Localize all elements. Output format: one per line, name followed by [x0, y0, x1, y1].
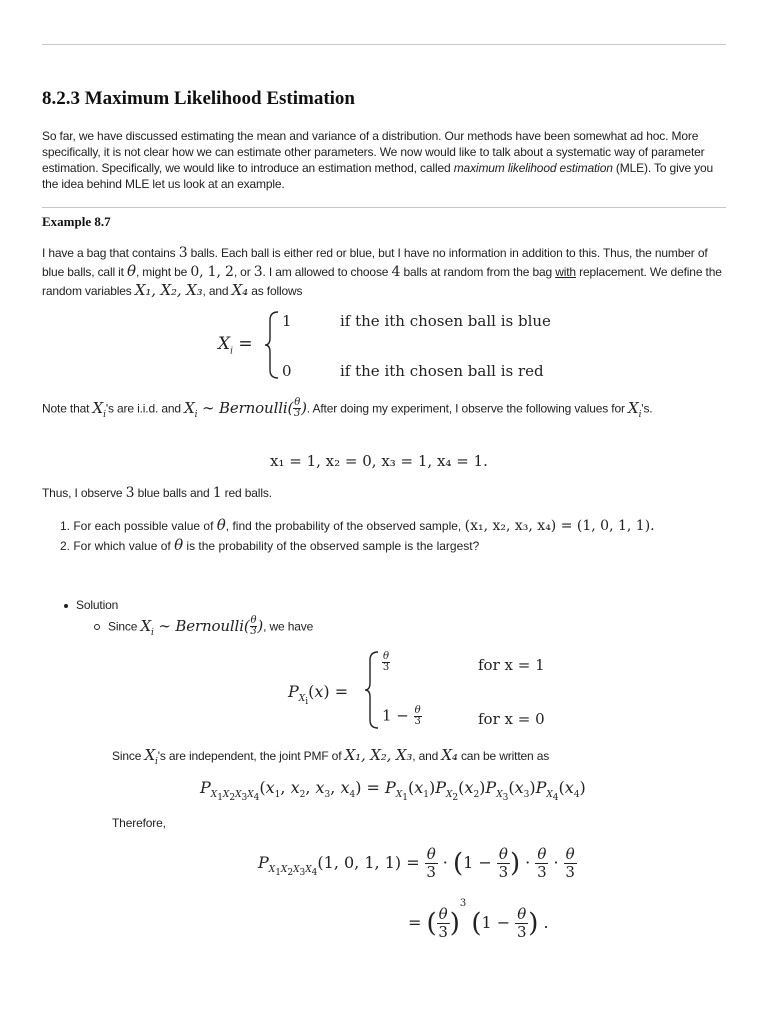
likelihood-line-1: $P_{X_1X_2X_3X_4}(1$, 0, 1, 1) = $\frac{\theta}{3}$ · (1 − $\frac{\theta}{3}$ ) · $\frac{\theta}{3}$ · $\frac{\theta}{3}$ — [258, 845, 575, 881]
note-paragraph: Note that $X_i's$ are i.i.d. and $X_i$ ∼ Bernoulli( $\frac{\theta}{3}$ ). After doing my experiment, I observe the following values for $X_i's$. — [42, 397, 653, 420]
intro-text-end: (MLE). To give you the idea behind MLE let us look at an example. — [42, 161, 714, 191]
intro-emphasis: maximum likelihood estimation — [453, 161, 613, 175]
pmf-case2-cond: for x = 0 — [478, 710, 545, 728]
example-divider — [42, 207, 726, 208]
observe-paragraph: Thus, I observe 3 blue balls and 1 red balls. — [42, 485, 272, 501]
cases-brace — [264, 310, 280, 380]
case2-value: 0 — [282, 362, 292, 380]
xi-lhs: $X_i$ = — [218, 334, 253, 357]
independence-text: Since $X_i's$ are independent, the joint PMF of X₁, X₂, X₃, and X₄ can be written as — [112, 746, 550, 767]
observed-values: x₁ = 1, x₂ = 0, x₃ = 1, x₄ = 1. — [270, 452, 488, 470]
therefore-text: Therefore, — [112, 816, 166, 830]
list-item: 1. For each possible value of θ, find the probability of the observed sample, (x₁, x₂, x₃, x₄) = (1, 0, 1, 1). — [60, 516, 655, 534]
intro-text: So far, we have discussed estimating the mean and variance of a distribution. Our methods have been somewhat ad hoc. More specifically, it is not clear how we can estimate other parameters. We now would like to talk about a systematic way of parameter estimation. Specifically, we would like to introduce an estimation method, called — [42, 129, 705, 175]
question-list — [60, 516, 655, 556]
example-heading: Example 8.7 — [42, 214, 111, 229]
pmf-brace — [364, 650, 380, 730]
list-item: 2. For which value of θ is the probability of the observed sample is the largest? — [60, 536, 480, 554]
pmf-case1-value: $\frac{\theta}{3}$ — [382, 651, 390, 673]
joint-pmf-equation: $P_{X_1X_2X_3X_4}(x_1$, $x_2$, $x_3$, $x_4) = P_{X_1}(x_1)P_{X_2}(x_2)P_{X_3}(x_3)P_{X_4}(x_4)$ — [200, 778, 586, 803]
pmf-case2-value: 1 − $\frac{\theta}{3}$ — [382, 705, 421, 727]
case2-text: if the ith chosen ball is red — [340, 362, 544, 380]
solution-bullet: Solution — [64, 596, 754, 614]
case1-value: 1 — [282, 312, 292, 330]
pmf-lhs: $P_{X_i}(x)$ = — [288, 682, 349, 707]
section-title: 8.2.3 Maximum Likelihood Estimation — [42, 88, 355, 109]
with-link[interactable]: with — [555, 265, 576, 279]
likelihood-line-2: = ( $\frac{\theta}{3}$ )$^3$ (1 − $\frac{\theta}{3}$ ) . — [408, 898, 549, 941]
example-paragraph: I have a bag that contains 3 balls. Each ball is either red or blue, but I have no information in addition to this. Thus, the number of blue balls, call it θ, might be 0, 1, 2, or 3. I am allowed to choose 4 balls at random from the bag with replacement. We define the random variables X₁, X₂, X₃, and X₄ as follows — [42, 245, 722, 299]
bullet-icon — [64, 604, 68, 608]
top-divider — [42, 44, 726, 45]
circle-bullet-icon — [94, 624, 100, 630]
pmf-case1-cond: for x = 1 — [478, 656, 545, 674]
since-bullet: Since $X_i$ ∼ Bernoulli( $\frac{\theta}{3}$ ), we have — [94, 616, 768, 642]
case1-text: if the ith chosen ball is blue — [340, 312, 551, 330]
intro-paragraph — [42, 128, 732, 192]
